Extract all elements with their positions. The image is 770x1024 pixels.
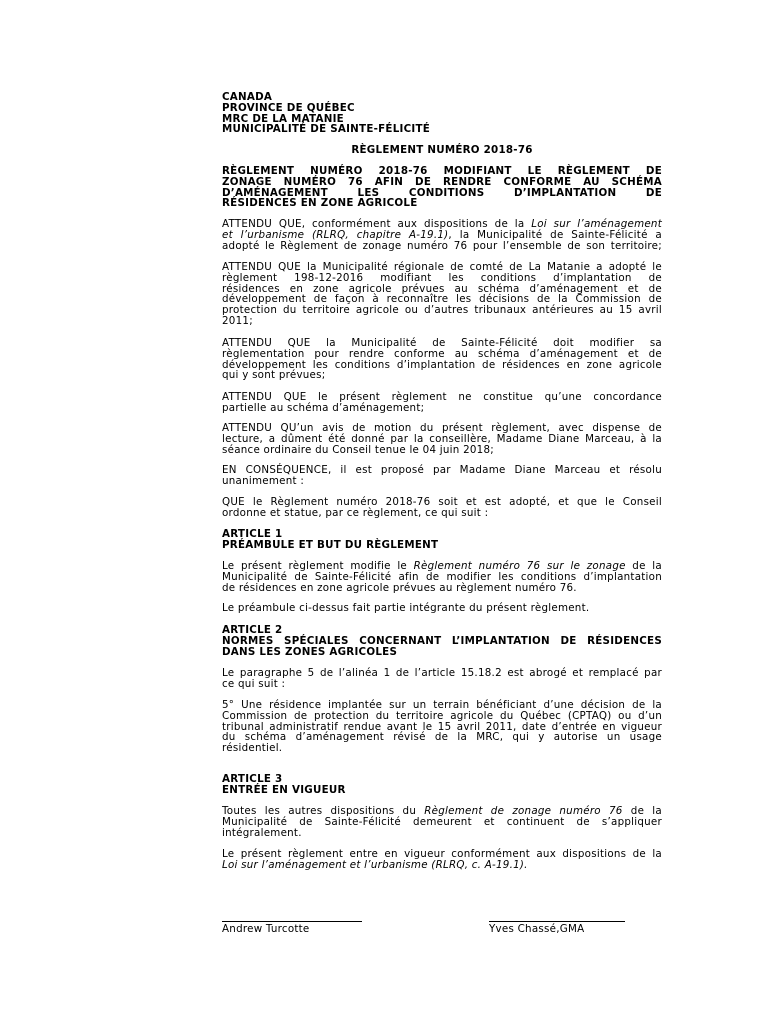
subject-line: D’AMÉNAGEMENT LES CONDITIONS D’IMPLANTATION DE bbox=[222, 186, 662, 199]
preamble-paragraph-1 bbox=[222, 219, 662, 251]
preamble-paragraph-3 bbox=[222, 338, 662, 381]
text-line: résidences en zone agricole prévues au schéma d’aménagement et de bbox=[222, 282, 662, 295]
preamble-paragraph-4 bbox=[222, 392, 662, 414]
text-line: tribunal administratif rendue avant le 15 avril 2011, date d’entrée en vigueur bbox=[222, 720, 662, 733]
article-3-heading bbox=[222, 774, 662, 796]
text-line: partielle au schéma d’aménagement; bbox=[222, 401, 425, 414]
text-segment: Le présent règlement modifie le bbox=[222, 560, 414, 572]
article-number: ARTICLE 3 bbox=[222, 773, 283, 785]
article-number: ARTICLE 2 bbox=[222, 624, 283, 636]
text-line: règlementation pour rendre conforme au schéma d’aménagement et de bbox=[222, 347, 662, 360]
regulation-reference-italic: Règlement numéro 76 sur le zonage bbox=[413, 560, 626, 572]
text-line: ATTENDU QU’un avis de motion du présent règlement, avec dispense de bbox=[222, 422, 662, 434]
text-segment: de la bbox=[625, 560, 662, 572]
signatory-name-director: Yves Chassé,GMA bbox=[489, 923, 585, 935]
text-line: lecture, a dûment été donné par la conseillère, Madame Diane Marceau, à la bbox=[222, 432, 662, 445]
law-title-italic: Loi sur l’aménagement et l’urbanisme (RLRQ, c. A-19.1). bbox=[222, 858, 528, 871]
text-line bbox=[222, 230, 662, 241]
preamble-paragraph-5 bbox=[222, 423, 662, 455]
preamble-paragraph-2 bbox=[222, 262, 662, 327]
article-1-paragraph-1 bbox=[222, 561, 662, 593]
text-line: QUE le Règlement numéro 2018-76 soit et est adopté, et que le Conseil bbox=[222, 496, 662, 508]
article-2-paragraph-1 bbox=[222, 668, 662, 690]
preamble-paragraph-6 bbox=[222, 465, 662, 487]
text-line: règlement 198-12-2016 modifiant les conditions d’implantation de bbox=[222, 271, 662, 284]
text-segment: ATTENDU QUE, conformément aux dispositions de la bbox=[222, 218, 532, 230]
article-title: ENTRÉE EN VIGUEUR bbox=[222, 783, 346, 796]
text-line: Le présent règlement entre en vigueur conformément aux dispositions de la bbox=[222, 848, 662, 860]
article-title: PRÉAMBULE ET BUT DU RÈGLEMENT bbox=[222, 538, 439, 551]
signatory-name-mayor: Andrew Turcotte bbox=[222, 923, 310, 935]
text-line: adopté le Règlement de zonage numéro 76 pour l’ensemble de son territoire; bbox=[222, 239, 662, 252]
text-line: résidentiel. bbox=[222, 742, 283, 755]
jurisdiction-header bbox=[222, 92, 662, 135]
text-line: Le paragraphe 5 de l’alinéa 1 de l’article 15.18.2 est abrogé et remplacé par bbox=[222, 667, 662, 679]
text-line: du schéma d’aménagement révisé de la MRC, qui y autorise un usage bbox=[222, 731, 662, 744]
text-line: unanimement : bbox=[222, 474, 305, 487]
text-line: ATTENDU QUE la Municipalité régionale de comté de La Matanie a adopté le bbox=[222, 261, 662, 273]
header-municipality: MUNICIPALITÉ DE SAINTE-FÉLICITÉ bbox=[222, 123, 431, 136]
regulation-subject bbox=[222, 166, 662, 209]
text-line: Municipalité de Sainte-Félicité demeurent et continuent de s’appliquer bbox=[222, 815, 662, 828]
text-line: ATTENDU QUE le présent règlement ne constitue qu’une concordance bbox=[222, 391, 662, 403]
header-province: PROVINCE DE QUÉBEC bbox=[222, 101, 355, 114]
text-line: développement les conditions d’implantation de résidences en zone agricole bbox=[222, 358, 662, 371]
article-1-heading bbox=[222, 529, 662, 551]
text-line: développement de façon à reconnaître les décisions de la Commission de bbox=[222, 293, 662, 306]
text-segment: Toutes les autres dispositions du bbox=[222, 805, 425, 817]
article-1-paragraph-2 bbox=[222, 603, 662, 614]
header-mrc: MRC DE LA MATANIE bbox=[222, 112, 344, 125]
article-3-paragraph-1 bbox=[222, 806, 662, 838]
signature-line bbox=[489, 921, 625, 922]
text-line: Commission de protection du territoire agricole du Québec (CPTAQ) ou d’un bbox=[222, 709, 662, 722]
text-line: de résidences en zone agricole prévues au règlement numéro 76. bbox=[222, 581, 577, 594]
text-line: Le préambule ci-dessus fait partie intégrante du présent règlement. bbox=[222, 602, 590, 614]
subject-line: RÈGLEMENT NUMÉRO 2018-76 MODIFIANT LE RÈGLEMENT DE bbox=[222, 165, 662, 177]
text-line: ordonne et statue, par ce règlement, ce qui suit : bbox=[222, 506, 489, 519]
article-number: ARTICLE 1 bbox=[222, 528, 283, 540]
text-line bbox=[222, 860, 662, 871]
header-country: CANADA bbox=[222, 91, 273, 103]
law-title-italic: et l’urbanisme (RLRQ, chapitre A-19.1) bbox=[222, 228, 449, 241]
article-title: DANS LES ZONES AGRICOLES bbox=[222, 645, 398, 658]
article-title: NORMES SPÉCIALES CONCERNANT L’IMPLANTATION DE RÉSIDENCES bbox=[222, 634, 662, 647]
text-line: intégralement. bbox=[222, 826, 302, 839]
text-line: 5° Une résidence implantée sur un terrain bénéficiant d’une décision de la bbox=[222, 699, 662, 711]
text-segment: , la Municipalité de Sainte-Félicité a bbox=[448, 228, 662, 241]
text-line: Municipalité de Sainte-Félicité afin de modifier les conditions d’implantation bbox=[222, 570, 662, 583]
article-2-paragraph-2 bbox=[222, 700, 662, 754]
text-segment: de la bbox=[622, 805, 662, 817]
preamble-paragraph-7 bbox=[222, 497, 662, 519]
regulation-reference-italic: Règlement de zonage numéro 76 bbox=[424, 805, 623, 817]
text-line: 2011; bbox=[222, 314, 253, 327]
text-line: ce qui suit : bbox=[222, 677, 286, 690]
text-line: EN CONSÉQUENCE, il est proposé par Madame Diane Marceau et résolu bbox=[222, 464, 662, 476]
subject-line: ZONAGE NUMÉRO 76 AFIN DE RENDRE CONFORME AU SCHÉMA bbox=[222, 175, 662, 188]
regulation-title: RÈGLEMENT NUMÉRO 2018-76 bbox=[351, 144, 533, 156]
text-line: ATTENDU QUE la Municipalité de Sainte-Félicité doit modifier sa bbox=[222, 337, 662, 349]
text-line: séance ordinaire du Conseil tenue le 04 juin 2018; bbox=[222, 443, 495, 456]
text-line: protection du territoire agricole ou d’autres tribunaux antérieures au 15 avril bbox=[222, 304, 662, 317]
text-line: qui y sont prévues; bbox=[222, 369, 326, 382]
regulation-title-block bbox=[222, 145, 662, 156]
signature-line bbox=[222, 921, 362, 922]
law-title-italic: Loi sur l’aménagement bbox=[531, 218, 662, 230]
article-2-heading bbox=[222, 625, 662, 657]
subject-line: RÉSIDENCES EN ZONE AGRICOLE bbox=[222, 197, 418, 210]
article-3-paragraph-2 bbox=[222, 849, 662, 871]
